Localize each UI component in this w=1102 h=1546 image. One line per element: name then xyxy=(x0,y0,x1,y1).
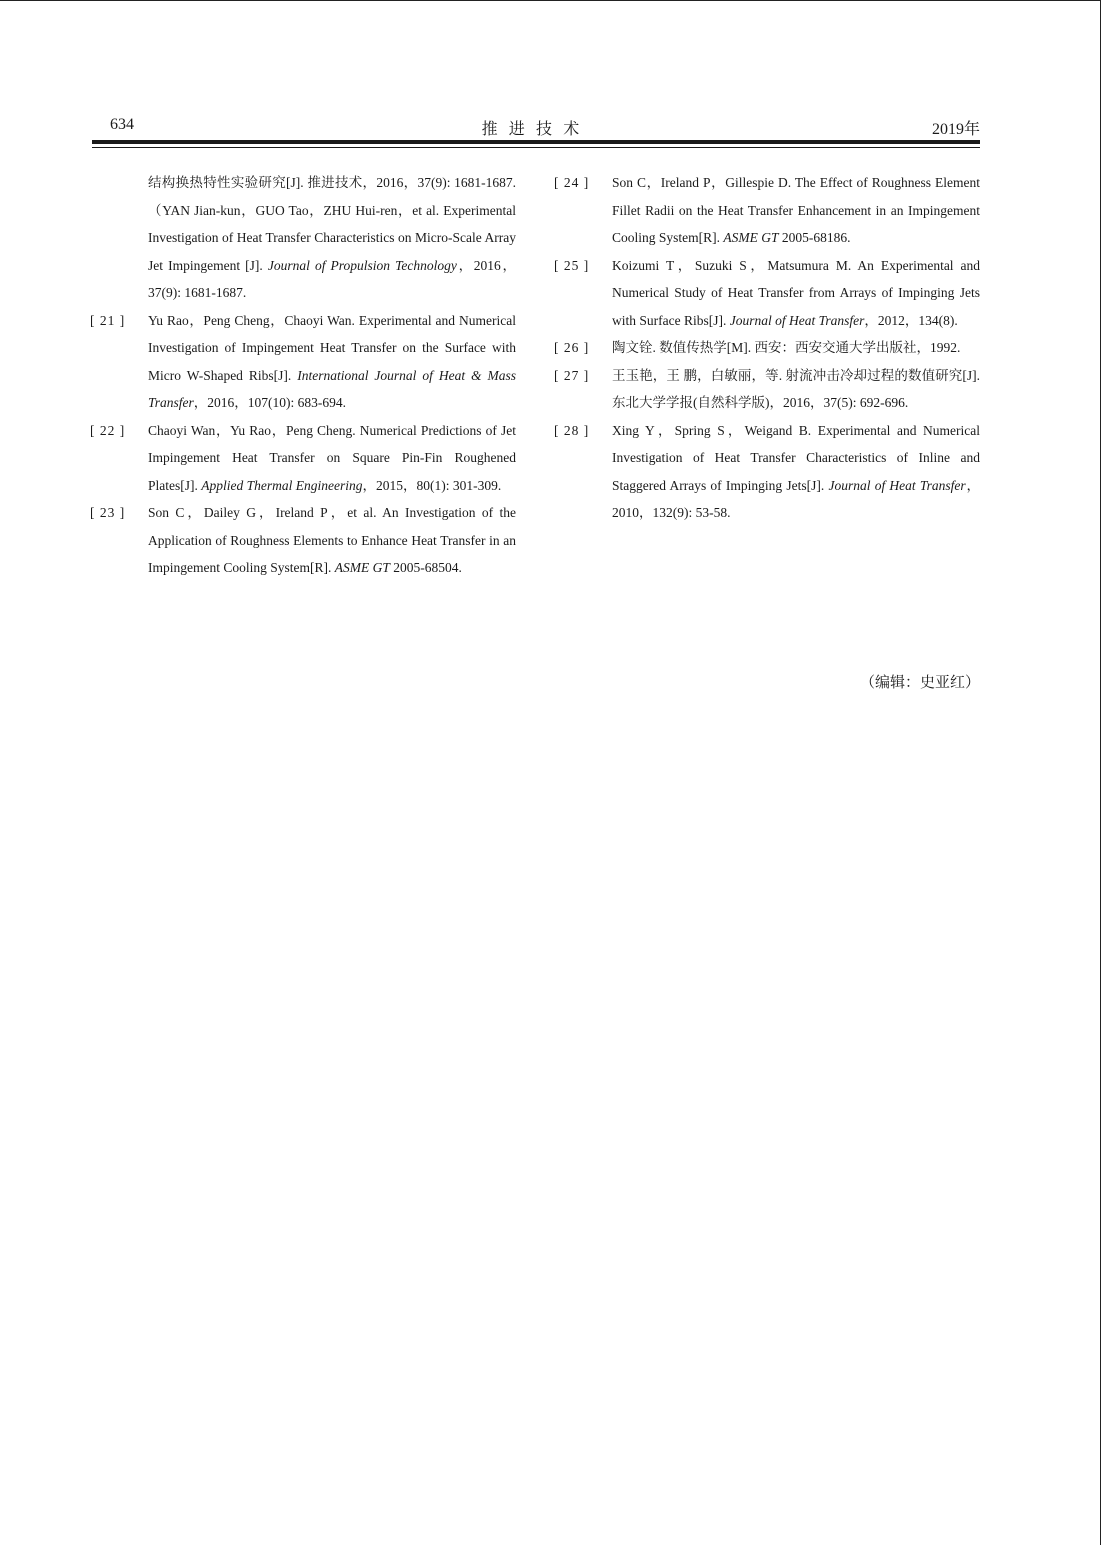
reference-continued xyxy=(90,169,516,307)
header-rule-thin xyxy=(92,147,980,148)
reference-number: [ 27 ] xyxy=(554,367,590,383)
reference-text: Son C，Dailey G，Ireland P，et al. An Investigation of the Application of Roughness Elements to Enhance Heat Transfer in an Impingement Cooling System[R]. ASME GT 2005-68504. xyxy=(148,505,516,575)
reference-text: Son C，Ireland P，Gillespie D. The Effect of Roughness Element Fillet Radii on the Heat Transfer Enhancement in an Impingement Cooling System[R]. ASME GT 2005-68186. xyxy=(612,175,980,245)
reference-26 xyxy=(554,334,980,362)
reference-23 xyxy=(90,499,516,582)
reference-text: 王玉艳，王 鹏，白敏丽，等. 射流冲击冷却过程的数值研究[J]. 东北大学学报(自然科学版)，2016，37(5): 692-696. xyxy=(612,367,980,410)
reference-text: Chaoyi Wan，Yu Rao，Peng Cheng. Numerical Predictions of Jet Impingement Heat Transfer on Square Pin-Fin Roughened Plates[J]. Applied Thermal Engineering，2015，80(1): 301-309. xyxy=(148,422,516,493)
reference-21 xyxy=(90,307,516,417)
left-column xyxy=(90,169,516,582)
reference-25 xyxy=(554,252,980,335)
right-column xyxy=(554,169,980,527)
reference-text: Koizumi T，Suzuki S，Matsumura M. An Experimental and Numerical Study of Heat Transfer from Arrays of Impinging Jets with Surface Ribs[J]. Journal of Heat Transfer，2012，134(8). xyxy=(612,257,980,328)
reference-number: [ 24 ] xyxy=(554,175,590,190)
reference-28 xyxy=(554,417,980,527)
reference-22 xyxy=(90,417,516,500)
header-rule-thick xyxy=(92,140,980,144)
publication-year: 2019年 xyxy=(931,121,980,138)
reference-text: Xing Y，Spring S，Weigand B. Experimental and Numerical Investigation of Heat Transfer Characteristics of Inline and Staggered Arrays of Impinging Jets[J]. Journal of Heat Transfer，2010，132(9): 53-58. xyxy=(612,422,981,520)
reference-number: [ 26 ] xyxy=(554,340,590,355)
reference-text: Yu Rao，Peng Cheng，Chaoyi Wan. Experimental and Numerical Investigation of Impingement Heat Transfer on the Surface with Micro W-Shaped Ribs[J]. International Journal of Heat & Mass Transfer，2016，107(10): 683-694. xyxy=(148,312,516,410)
reference-number: [ 28 ] xyxy=(554,422,590,438)
reference-number: [ 25 ] xyxy=(554,257,590,273)
running-header xyxy=(92,116,980,140)
reference-number: [ 22 ] xyxy=(90,422,126,438)
reference-27 xyxy=(554,362,980,417)
reference-number: [ 23 ] xyxy=(90,505,126,520)
reference-text: 结构换热特性实验研究[J]. 推进技术，2016，37(9): 1681-1687.（YAN Jian-kun，GUO Tao，ZHU Hui-ren，et al. Experimental Investigation of Heat Transfer Characteristics on Micro-Scale Array Jet Impingement [J]. Journal of Propulsion Technology，2016，37(9): 1681-1687. xyxy=(148,175,517,300)
editor-credit: （编辑：史亚红） xyxy=(859,675,980,691)
page-number: 634 xyxy=(110,116,134,133)
reference-24 xyxy=(554,169,980,252)
reference-number: [ 21 ] xyxy=(90,312,126,328)
journal-title: 推进技术 xyxy=(481,121,591,138)
reference-text: 陶文铨. 数值传热学[M]. 西安：西安交通大学出版社，1992. xyxy=(612,340,961,355)
